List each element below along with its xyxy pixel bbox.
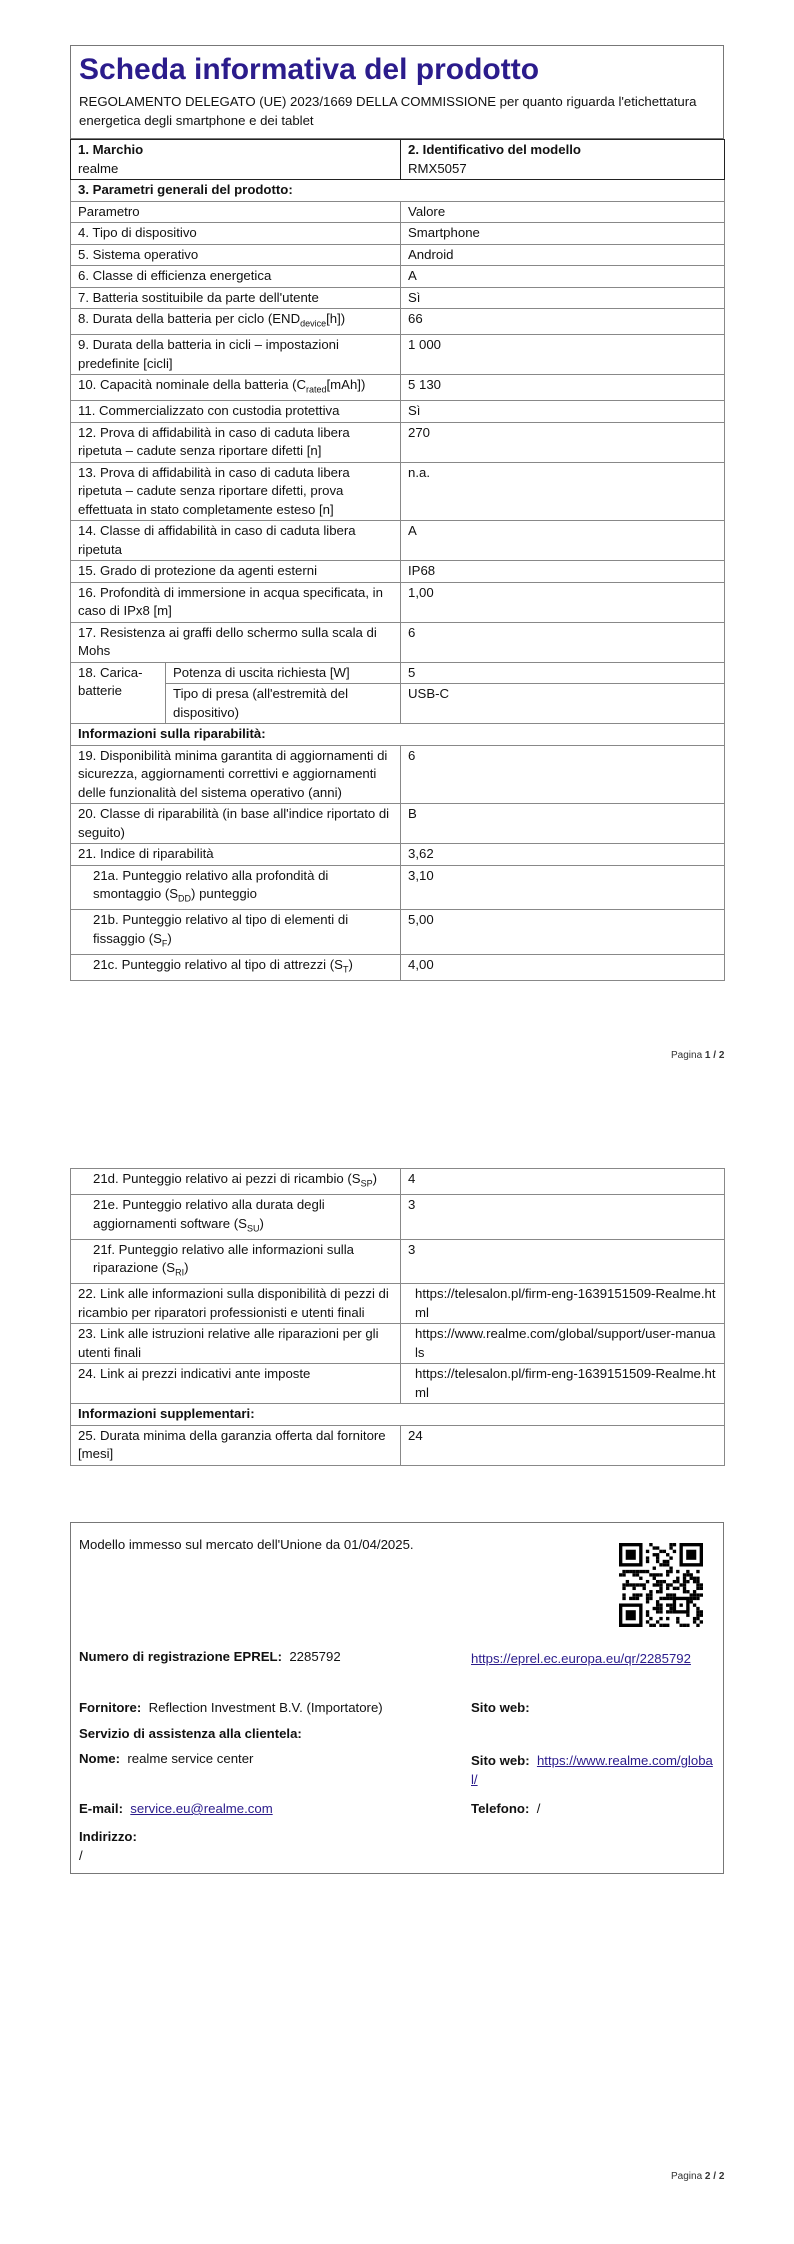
table-row	[71, 622, 725, 662]
name-label: Nome:	[79, 1751, 121, 1766]
param-value: 5 130	[401, 375, 725, 401]
param-label: 9. Durata della batteria in cicli – impostazioni predefinite [cicli]	[71, 335, 401, 375]
param-label: 15. Grado di protezione da agenti esterni	[71, 561, 401, 583]
table-row	[71, 422, 725, 462]
email-row	[79, 1801, 273, 1816]
phone-label: Telefono:	[471, 1801, 530, 1816]
table-row	[71, 910, 725, 955]
link-label: 23. Link alle istruzioni relative alle riparazioni per gli utenti finali	[71, 1324, 401, 1364]
brand-model-row	[71, 140, 725, 180]
address-label: Indirizzo:	[79, 1829, 137, 1844]
score-value: 5,00	[401, 910, 725, 955]
param-value: B	[401, 804, 725, 844]
warranty-row	[71, 1425, 725, 1465]
param-label: 5. Sistema operativo	[71, 244, 401, 266]
link-label: 24. Link ai prezzi indicativi ante imposte	[71, 1364, 401, 1404]
param-label: 4. Tipo di dispositivo	[71, 223, 401, 245]
table-row	[71, 844, 725, 866]
supplier-row	[79, 1700, 383, 1715]
table-row	[71, 1364, 725, 1404]
brand-value: realme	[78, 160, 119, 176]
warranty-label: 25. Durata minima della garanzia offerta dal fornitore [mesi]	[71, 1425, 401, 1465]
param-value: 1,00	[401, 582, 725, 622]
table-row	[71, 1169, 725, 1195]
supplier-label: Fornitore:	[79, 1700, 142, 1715]
param-label: 7. Batteria sostituibile da parte dell'utente	[71, 287, 401, 309]
link-label: 22. Link alle informazioni sulla disponibilità di pezzi di ricambio per riparatori professionisti e utenti finali	[71, 1284, 401, 1324]
param-value: Sì	[401, 287, 725, 309]
score-label: 21d. Punteggio relativo ai pezzi di ricambio $(S_{SP})$	[71, 1169, 401, 1195]
score-label: 21b. Punteggio relativo al tipo di elementi di fissaggio $(S_F)$	[71, 910, 401, 955]
page-number-1: Pagina 1 / 2	[671, 1050, 725, 1061]
score-value: 3	[401, 1195, 725, 1240]
score-label: 21e. Punteggio relativo alla durata degli aggiornamenti software $(S_{SU})$	[71, 1195, 401, 1240]
score-label: 21a. Punteggio relativo alla profondità di smontaggio $(S_{DD})$ punteggio	[71, 865, 401, 910]
page-number-2: Pagina 2 / 2	[671, 2171, 725, 2182]
table-row	[71, 865, 725, 910]
link-value[interactable]: https://telesalon.pl/firm-eng-1639151509-Realme.html	[401, 1284, 725, 1324]
param-value: Sì	[401, 401, 725, 423]
site2-row	[471, 1751, 716, 1789]
eprel-link[interactable]: https://eprel.ec.europa.eu/qr/2285792	[471, 1651, 691, 1666]
name-value: realme service center	[127, 1751, 254, 1766]
param-label: 8. Durata della batteria per ciclo $(END_{device}[h])$	[71, 309, 401, 335]
charger-plug-value: USB-C	[401, 684, 725, 724]
param-label: 21. Indice di riparabilità	[71, 844, 401, 866]
score-value: 4	[401, 1169, 725, 1195]
table-row	[71, 804, 725, 844]
brand-cell	[71, 140, 401, 180]
table-row	[71, 401, 725, 423]
model-label: 2. Identificativo del modello	[408, 142, 581, 157]
eprel-label: Numero di registrazione EPREL:	[79, 1649, 282, 1664]
param-value: 1 000	[401, 335, 725, 375]
table-row	[71, 521, 725, 561]
page-2	[70, 1168, 724, 1466]
score-value: 3	[401, 1239, 725, 1284]
brand-label: 1. Marchio	[78, 142, 144, 157]
table-row	[71, 335, 725, 375]
charger-plug-row	[71, 684, 725, 724]
charger-label: 18. Carica-batterie	[71, 662, 166, 724]
service-label: Servizio di assistenza alla clientela:	[79, 1726, 302, 1741]
table-row	[71, 955, 725, 981]
qr-code-icon[interactable]	[619, 1543, 703, 1627]
param-label: 12. Prova di affidabilità in caso di caduta libera ripetuta – cadute senza riportare difetti [n]	[71, 422, 401, 462]
param-label: 10. Capacità nominale della batteria $(C_{rated}[mAh])$	[71, 375, 401, 401]
phone-value: /	[536, 1801, 541, 1816]
site-label: Sito web:	[471, 1700, 530, 1715]
param-value: 6	[401, 745, 725, 804]
section-general: 3. Parametri generali del prodotto:	[71, 180, 725, 202]
table-row	[71, 223, 725, 245]
param-value: A	[401, 266, 725, 288]
warranty-value: 24	[401, 1425, 725, 1465]
address-value: /	[79, 1848, 83, 1863]
param-value: IP68	[401, 561, 725, 583]
phone-row	[471, 1801, 540, 1816]
table-row	[71, 582, 725, 622]
table-header-row	[71, 201, 725, 223]
param-label: 13. Prova di affidabilità in caso di caduta libera ripetuta – cadute senza riportare difetti, prova effettuata in stato completamente esteso [n]	[71, 462, 401, 521]
param-value: 270	[401, 422, 725, 462]
product-table-continued	[70, 1168, 725, 1466]
table-row	[71, 287, 725, 309]
charger-plug-label: Tipo di presa (all'estremità del dispositivo)	[166, 684, 401, 724]
param-value: A	[401, 521, 725, 561]
score-label: 21f. Punteggio relativo alle informazioni sulla riparazione $(S_{RI})$	[71, 1239, 401, 1284]
header-param: Parametro	[71, 201, 401, 223]
score-value: 3,10	[401, 865, 725, 910]
param-value: n.a.	[401, 462, 725, 521]
param-label: 19. Disponibilità minima garantita di aggiornamenti di sicurezza, aggiornamenti correttivi e aggiornamenti delle funzionalità del sistema operativo (anni)	[71, 745, 401, 804]
table-row	[71, 266, 725, 288]
param-label: 16. Profondità di immersione in acqua specificata, in caso di IPx8 [m]	[71, 582, 401, 622]
table-row	[71, 745, 725, 804]
link-value[interactable]: https://www.realme.com/global/support/user-manuals	[401, 1324, 725, 1364]
header-value: Valore	[401, 201, 725, 223]
param-label: 11. Commercializzato con custodia protettiva	[71, 401, 401, 423]
regulation-text: REGOLAMENTO DELEGATO (UE) 2023/1669 DELLA COMMISSIONE per quanto riguarda l'etichettatura energetica degli smartphone e dei tablet	[79, 94, 697, 128]
param-value: 66	[401, 309, 725, 335]
page-title: Scheda informativa del prodotto	[79, 53, 540, 86]
section-repair: Informazioni sulla riparabilità:	[71, 724, 725, 746]
param-label: 17. Resistenza ai graffi dello schermo sulla scala di Mohs	[71, 622, 401, 662]
charger-power-label: Potenza di uscita richiesta [W]	[166, 662, 401, 684]
info-box	[70, 1522, 724, 1874]
product-table	[70, 139, 725, 981]
link-value[interactable]: https://telesalon.pl/firm-eng-1639151509-Realme.html	[401, 1364, 725, 1404]
email-label: E-mail:	[79, 1801, 123, 1816]
param-label: 6. Classe di efficienza energetica	[71, 266, 401, 288]
page-1	[70, 45, 724, 981]
market-text: Modello immesso sul mercato dell'Unione da 01/04/2025.	[79, 1537, 414, 1552]
table-row	[71, 1284, 725, 1324]
table-row	[71, 375, 725, 401]
title-block	[70, 45, 724, 139]
table-row	[71, 244, 725, 266]
charger-power-value: 5	[401, 662, 725, 684]
param-label: 20. Classe di riparabilità (in base all'indice riportato di seguito)	[71, 804, 401, 844]
table-row	[71, 309, 725, 335]
param-label: 14. Classe di affidabilità in caso di caduta libera ripetuta	[71, 521, 401, 561]
model-cell	[401, 140, 725, 180]
score-label: 21c. Punteggio relativo al tipo di attrezzi $(S_T)$	[71, 955, 401, 981]
model-value: RMX5057	[408, 160, 467, 176]
param-value: Smartphone	[401, 223, 725, 245]
service-name-row	[79, 1751, 253, 1766]
site2-label: Sito web:	[471, 1753, 530, 1768]
site2-link[interactable]: https://www.realme.com/global/	[471, 1753, 713, 1787]
email-link[interactable]: service.eu@realme.com	[130, 1801, 273, 1816]
charger-row	[71, 662, 725, 684]
param-value: Android	[401, 244, 725, 266]
supplier-value: Reflection Investment B.V. (Importatore)	[148, 1700, 383, 1715]
eprel-value: 2285792	[289, 1649, 341, 1664]
section-extra: Informazioni supplementari:	[71, 1404, 725, 1426]
table-row	[71, 561, 725, 583]
table-row	[71, 462, 725, 521]
table-row	[71, 1324, 725, 1364]
table-row	[71, 1239, 725, 1284]
eprel-row	[79, 1649, 341, 1664]
param-value: 6	[401, 622, 725, 662]
param-value: 3,62	[401, 844, 725, 866]
table-row	[71, 1195, 725, 1240]
score-value: 4,00	[401, 955, 725, 981]
